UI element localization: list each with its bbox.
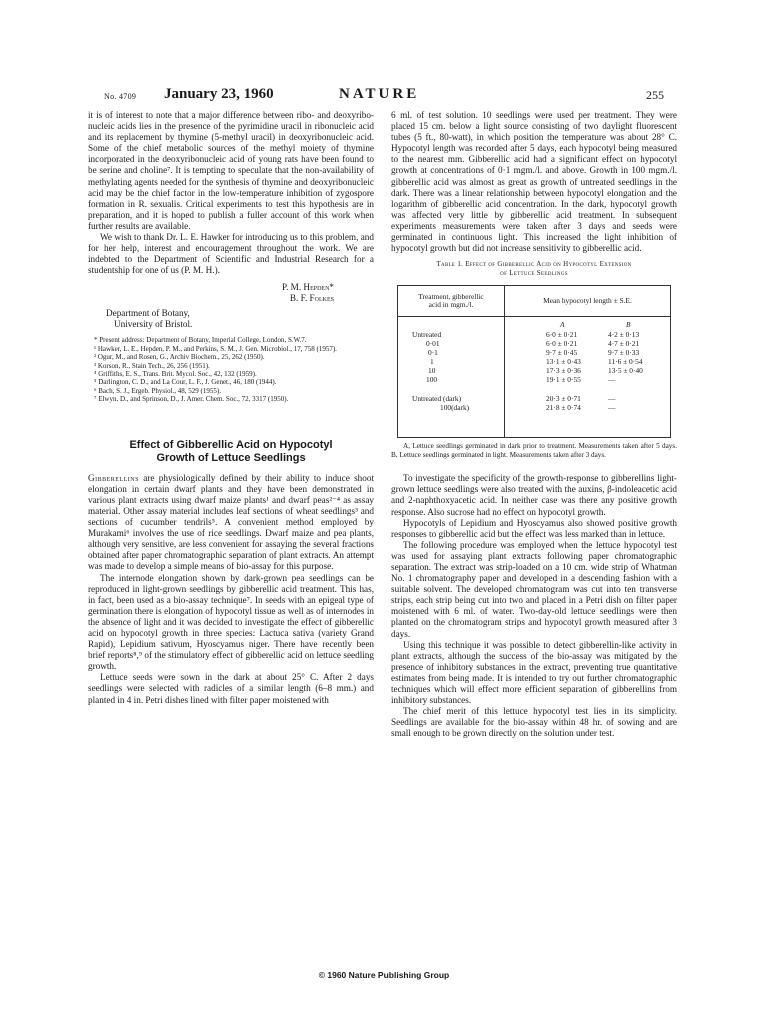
paragraph: it is of interest to note that a major difference between ribo- and deoxyribo-nucleic acids lies in the presence of the pyrimidine uracil in ribonucleic acid and its replacement by thymine (5-methyl uracil) in deoxyribonucleic acid. Some of the chief metabolic sources of the methyl moiety of thymine incorporated in the deoxyribonucleic acid of young rats have been found to be serine and choline⁷. It is tempting to speculate that the non-availability of methylating agents needed for the synthesis of thymine and deoxyribonucleic acid may be the chief factor in the low-temperature inhibition of zygospore formation in R. sexualis. Critical experiments to test this hypothesis are in preparation, and it is hoped to publish a fuller account of this work when further results are available. xyxy=(88,110,374,231)
spacer xyxy=(391,459,677,473)
paragraph: To investigate the specificity of the growth-response to gibberellins light-grown lettuce seedlings were also treated with the auxins, β-indoleacetic acid and 2-naphthoxyacetic acid. In neither case was there any positive growth response. Also sucrose had no effect on hypocotyl growth. xyxy=(391,473,677,517)
reference-item: * Present address: Department of Botany, Imperial College, London, S.W.7. xyxy=(94,336,307,345)
paragraph-text: are physiologically defined by their ability to induce shoot elongation in certain dwarf plants and they have been demonstrated in various plant extracts using dwarf maize plants¹ and dwarf peas²⁻⁴ as assay material. Other assay material includes leaf sections of wheat seedlings³ and sections of cucumber tendrils⁵. A convenient method employed by Murakami⁶ involves the use of rice seedlings. Dwarf maize and pea plants, although very sensitive, are less convenient for assaying the several fractions obtained after paper chromatographic separation of plant extracts. An attempt was made to develop a simple means of bio-assay for this purpose. xyxy=(88,472,374,572)
value-a: 9·7 ± 0·45 xyxy=(546,348,578,358)
value-a: 17·3 ± 0·36 xyxy=(546,366,581,376)
value-b: — xyxy=(608,375,616,385)
reference-item: ⁷ Elwyn, D., and Sprinson, D., J. Amer. Chem. Soc., 72, 3317 (1950). xyxy=(94,395,289,404)
value-a: 20·3 ± 0·71 xyxy=(546,394,581,404)
paragraph: 6 ml. of test solution. 10 seedlings were used per treatment. They were placed 15 cm. below a light source consisting of two daylight fluorescent tubes (5 ft., 80-watt), in which position the temperature was about 28° C. Hypocotyl length was recorded after 5 days, each hypocotyl being measured to the nearest mm. Gibberellic acid had a significant effect on hypocotyl growth at concentrations of 0·1 mgm./l. and above. Growth in 100 mgm./l. gibberellic acid was almost as great as growth of untreated seedlings in the dark. There was a linear relationship between hypocotyl elongation and the logarithm of gibberellic acid concentration. In the dark, hypocotyl growth was affected very little by gibberellic acid treatment. In subsequent experiments measurements were taken after 3 days and seeds were germinated in continuous light. This increased the light inhibition of hypocotyl growth but did not increase sensitivity to gibberellic acid. xyxy=(391,110,677,254)
reference-item: ¹ Hawker, L. E., Hepden, P. M., and Perkins, S. M., J. Gen. Microbiol., 17, 758 (1957). xyxy=(94,344,337,353)
table-footnote: A, Lettuce seedlings germinated in dark prior to treatment. Measurements taken after 5 days. B, Lettuce seedlings germinated in light. Measurements taken after 3 days. xyxy=(391,442,677,459)
value-b: 11·6 ± 0·54 xyxy=(608,357,643,367)
row-label: 0·1 xyxy=(428,348,438,358)
row-label: Untreated xyxy=(412,330,442,340)
table-caption-line: Table 1. Effect of Gibberellic Acid on Hypocotyl Extension xyxy=(436,260,632,269)
reference-item: ³ Korson, R., Stain Tech., 26, 256 (1951). xyxy=(94,361,210,370)
row-label: 100 xyxy=(426,375,438,385)
article-title-line: Effect of Gibberellic Acid on Hypocotyl xyxy=(129,438,333,451)
issue-number: No. 4709 xyxy=(104,92,137,101)
row-label: 10 xyxy=(428,366,436,376)
value-b: 4·7 ± 0·21 xyxy=(608,339,640,349)
table-row xyxy=(398,404,670,413)
value-b: 13·5 ± 0·40 xyxy=(608,366,643,376)
table-row xyxy=(398,376,670,385)
journal-name: NATURE xyxy=(339,86,420,102)
article-title xyxy=(88,439,374,465)
paragraph: The internode elongation shown by dark-grown pea seedlings can be reproduced in light-grown seedlings by gibberellic acid treatment. This has, in fact, been used as a bio-assay technique⁷. In seeds with an epigeal type of germination there is elongation of hypocotyl tissue as well as of internodes in the absence of light and it was decided to investigate the effect of gibberellic acid on hypocotyl growth in three species: Lactuca sativa (variety Grand Rapid), Lepidium sativum, Hyoscyamus niger. There have recently been brief reports⁸,⁹ of the stimulatory effect of gibberellic acid on lettuce seedling growth. xyxy=(88,572,374,672)
affiliation-line: University of Bristol. xyxy=(114,319,193,330)
table-caption-line: of Lettuce Seedlings xyxy=(500,268,568,277)
table-row xyxy=(398,395,670,404)
value-a: 19·1 ± 0·55 xyxy=(546,375,581,385)
reference-item: ² Ogur, M., and Rosen, G., Archiv Biochem., 25, 262 (1950). xyxy=(94,353,265,362)
paragraph: The chief merit of this lettuce hypocotyl test lies in its simplicity. Seedlings are available for the bio-assay within 48 hr. of sowing and are small enough to be grown directly on the solution under test. xyxy=(391,706,677,739)
lead-word: Gibberellins xyxy=(88,472,139,483)
value-a: 13·1 ± 0·43 xyxy=(546,357,581,367)
right-column xyxy=(391,110,677,739)
row-label: 100(dark) xyxy=(440,403,470,413)
value-b: — xyxy=(608,394,616,404)
page-header xyxy=(104,86,664,108)
paragraph: The following procedure was employed when the lettuce hypocotyl test was used for assaying plant extracts following paper chromatographic separation. The extract was strip-loaded on a 10 cm. wide strip of Whatman No. 1 chromatography paper and developed in a descending fashion with a suitable solvent. The developed chromatogram was cut into ten transverse strips, each strip being cut into two and placed in a Petri dish on filter paper moistened with 6 ml. of water. Two-day-old lettuce seedlings were then planted on the chromatogram strips and hypocotyl growth measured after 3 days. xyxy=(391,539,677,639)
paragraph xyxy=(88,473,374,573)
reference-item: ⁴ Griffiths, E. S., Trans. Brit. Mycol. Soc., 42, 132 (1959). xyxy=(94,370,257,379)
paragraph: Using this technique it was possible to detect gibberellin-like activity in plant extracts, although the success of the bio-assay was mitigated by the presence of inhibitory substances in the extract, preventing true quantitative estimates from being made. It is intended to try out further chromatographic techniques which will effect more efficient separation of gibberellins from inhibitory substances. xyxy=(391,639,677,706)
table-header xyxy=(398,286,670,317)
row-label: Untreated (dark) xyxy=(412,394,462,404)
header-text: acid in mgm./l. xyxy=(428,300,474,310)
acknowledgement: We wish to thank Dr. L. E. Hawker for introducing us to this problem, and for her help, interest and encouragement throughout the work. We are indebted to the Department of Scientific and Industrial Research for a studentship for one of us (P. M. H.). xyxy=(88,232,374,276)
author-block xyxy=(88,282,374,304)
table-row xyxy=(398,367,670,376)
value-b: 4·2 ± 0·13 xyxy=(608,330,640,340)
value-a: 21·8 ± 0·74 xyxy=(546,403,581,413)
table-header-length: Mean hypocotyl length ± S.E. xyxy=(543,296,632,306)
left-column xyxy=(88,110,374,706)
subheader-a: A xyxy=(560,320,565,330)
article-title-line: Growth of Lettuce Seedlings xyxy=(156,451,306,464)
author: B. F. Folkes xyxy=(289,293,334,304)
reference-item: ⁵ Darlington, C. D., and La Cour, L. F., J. Genet., 46, 180 (1944). xyxy=(94,378,277,387)
affiliation xyxy=(88,308,374,330)
references xyxy=(88,336,374,403)
value-a: 6·0 ± 0·21 xyxy=(546,330,578,340)
value-b: 9·7 ± 0·33 xyxy=(608,348,640,358)
data-table xyxy=(397,285,671,438)
value-b: — xyxy=(608,403,616,413)
row-label: 0·01 xyxy=(426,339,440,349)
table-body xyxy=(398,317,670,437)
row-label: 1 xyxy=(430,357,434,367)
table-header-treatment xyxy=(398,286,505,316)
subheader-b: B xyxy=(626,320,631,330)
issue-date: January 23, 1960 xyxy=(164,86,274,102)
header-text: Treatment, gibberellic xyxy=(418,291,484,301)
value-a: 6·0 ± 0·21 xyxy=(546,339,578,349)
author: P. M. Hepden* xyxy=(281,282,334,293)
reference-item: ⁶ Bach, S. J., Ergeb. Physiol., 48, 529 (1955). xyxy=(94,386,221,395)
affiliation-line: Department of Botany, xyxy=(106,308,190,319)
page-number: 255 xyxy=(646,88,664,102)
table-caption xyxy=(391,260,677,277)
paragraph: Lettuce seeds were sown in the dark at about 25° C. After 2 days seedlings were selected with radicles of a similar length (6–8 mm.) and planted in 4 in. Petri dishes lined with filter paper moistened with xyxy=(88,672,374,705)
paragraph: Hypocotyls of Lepidium and Hyoscyamus also showed positive growth responses to gibberellic acid but the effect was less marked than in lettuce. xyxy=(391,517,677,539)
copyright-footer: © 1960 Nature Publishing Group xyxy=(318,970,450,980)
